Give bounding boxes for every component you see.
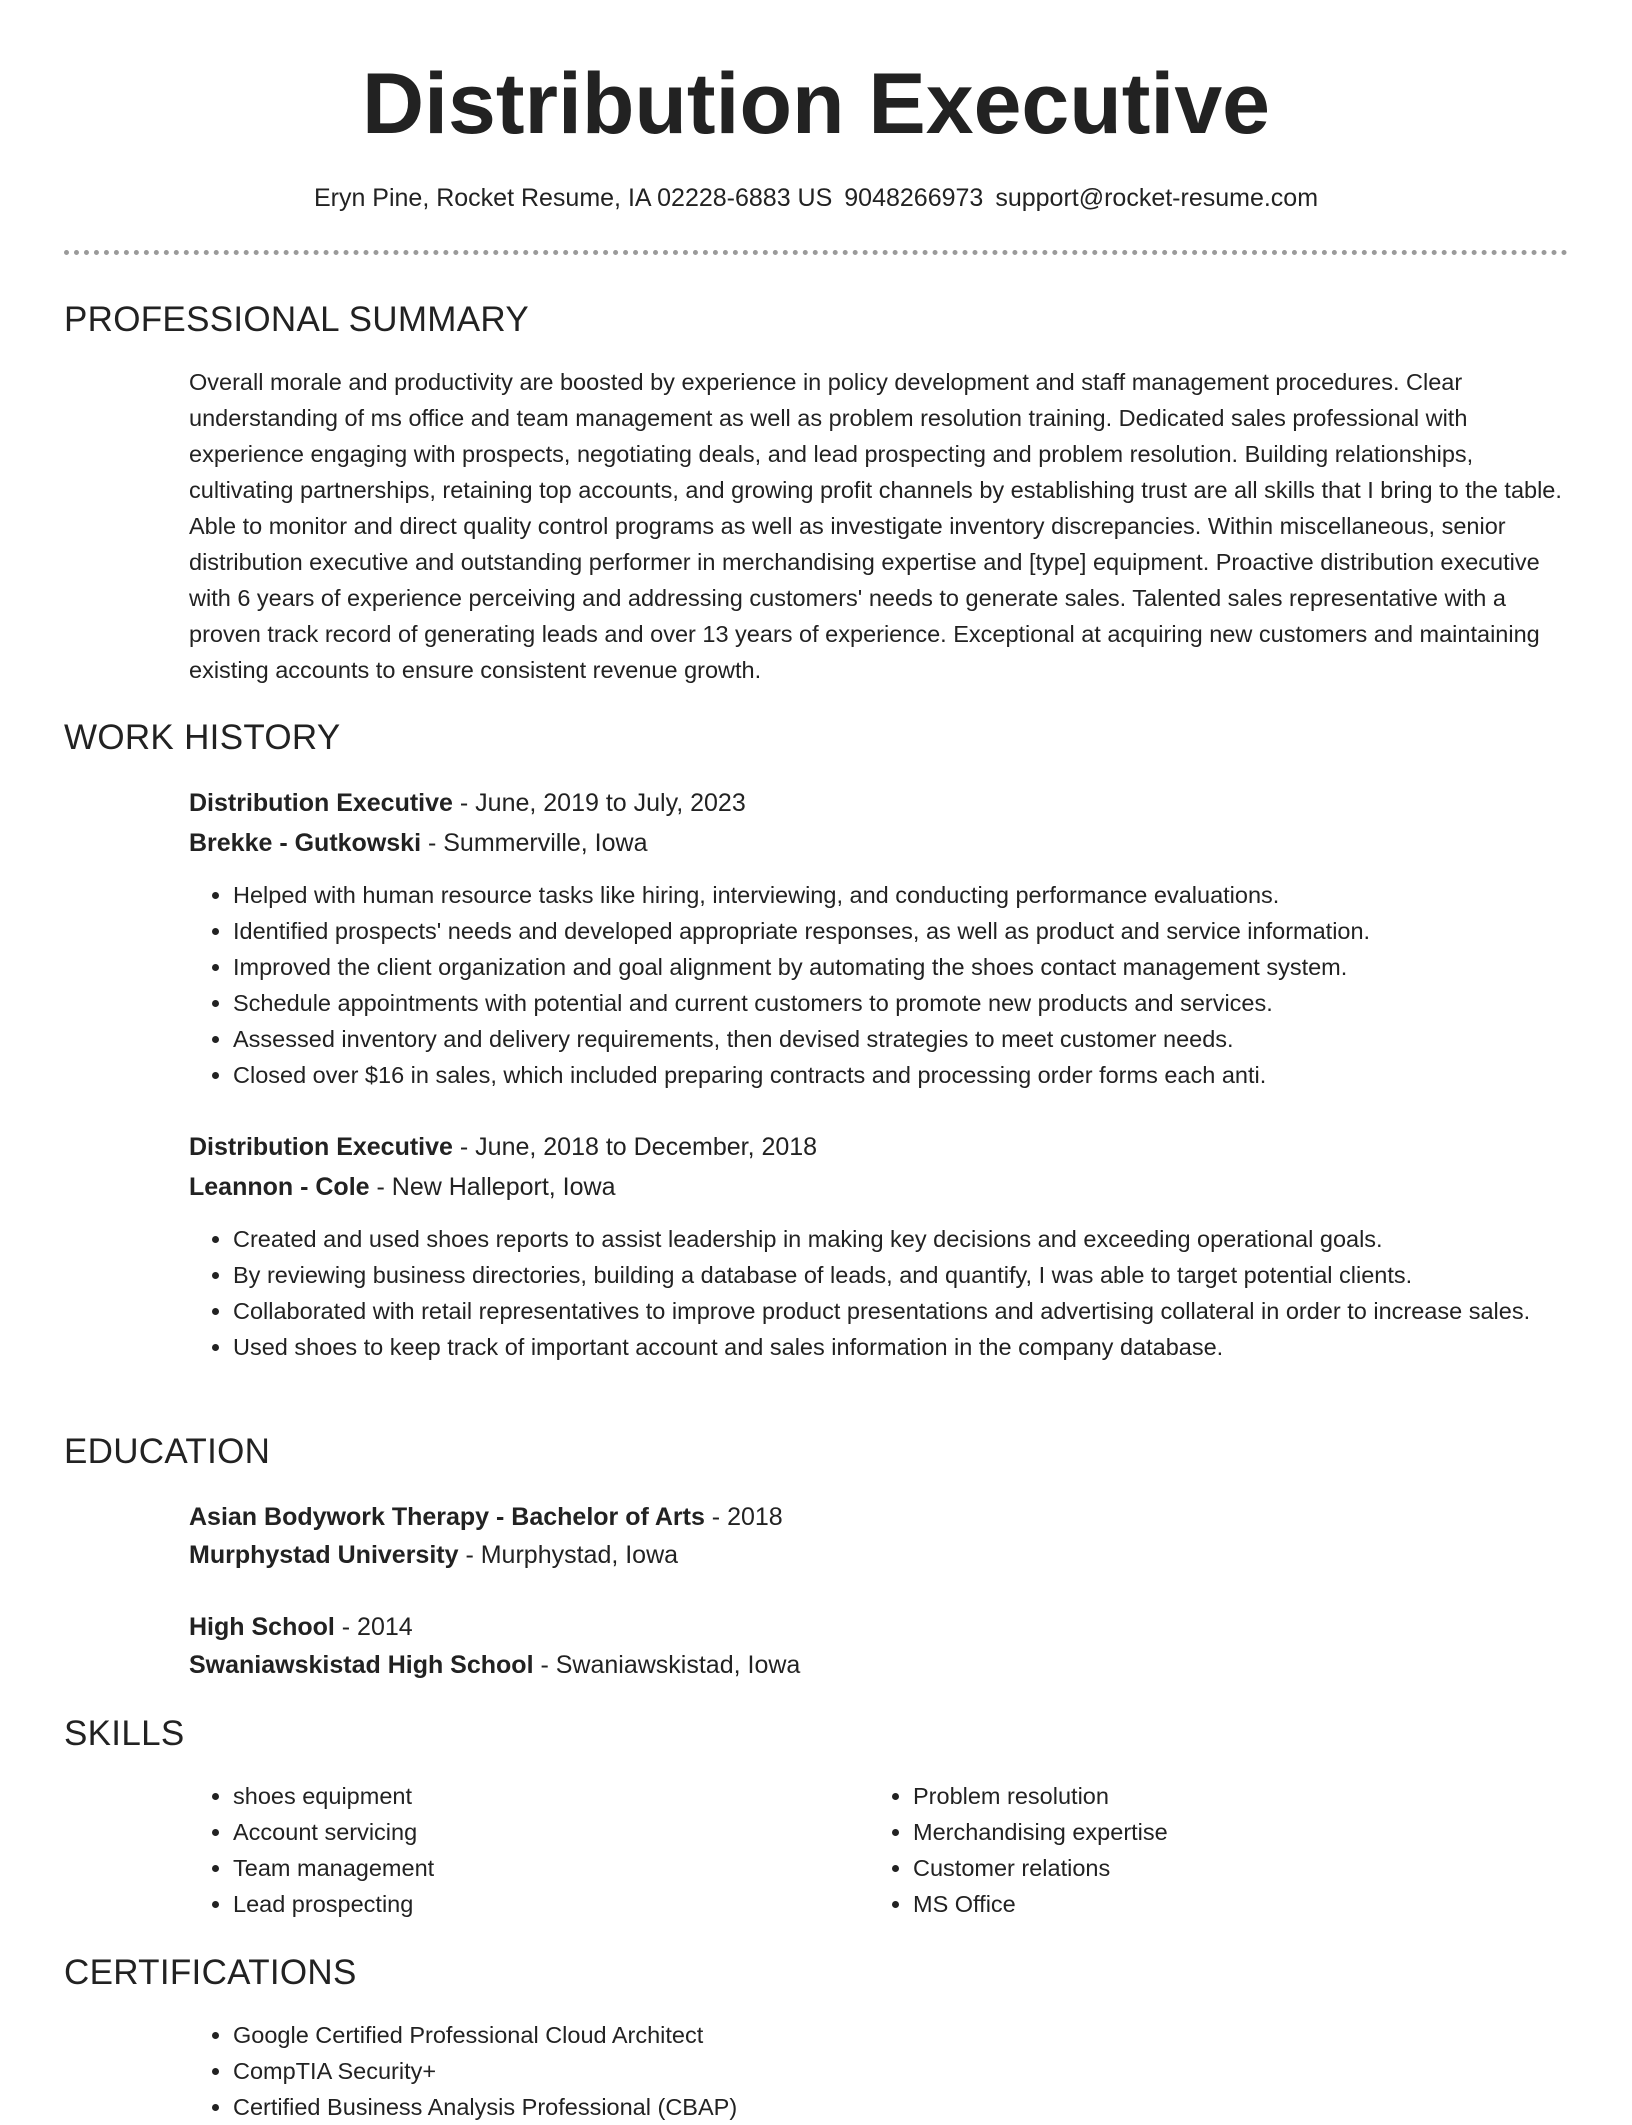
skills-list-right: [869, 1778, 1489, 1922]
education-2-degree-line: [189, 1607, 413, 1647]
job-1-title-line: [189, 783, 746, 823]
list-item: • Helped with human resource tasks like hiring, interviewing, and conducting performance evaluations.: [233, 877, 1569, 913]
resume-title: Distribution Executive: [362, 56, 1270, 152]
job-1-bullets: [189, 877, 1569, 1093]
job-1-dates: - June, 2019 to July, 2023: [452, 789, 746, 817]
education-1-location: - Murphystad, Iowa: [458, 1541, 679, 1569]
list-item: • Account servicing: [233, 1814, 809, 1850]
header-divider: [64, 250, 1568, 255]
education-2-location: - Swaniawskistad, Iowa: [533, 1651, 801, 1679]
summary-heading: PROFESSIONAL SUMMARY: [64, 300, 529, 339]
list-item: • By reviewing business directories, building a database of leads, and quantify, I was able to target potential clients.: [233, 1257, 1569, 1293]
list-item: • Assessed inventory and delivery requirements, then devised strategies to meet customer needs.: [233, 1021, 1569, 1057]
job-2-dates: - June, 2018 to December, 2018: [452, 1133, 818, 1161]
summary-text: Overall morale and productivity are boosted by experience in policy development and staff management procedures. Clear understanding of ms office and team management as well as problem resolution training. Dedicated sales professional with experience engaging with prospects, negotiating deals, and lead prospecting and problem resolution. Building relationships, cultivating partnerships, retaining top accounts, and growing profit channels by establishing trust are all skills that I bring to the table. Able to monitor and direct quality control programs as well as investigate inventory discrepancies. Within miscellaneous, senior distribution executive and outstanding performer in merchandising expertise and [type] equipment. Proactive distribution executive with 6 years of experience perceiving and addressing customers' needs to generate sales. Talented sales representative with a proven track record of generating leads and over 13 years of experience. Exceptional at acquiring new customers and maintaining existing accounts to ensure consistent revenue growth.: [189, 369, 1562, 683]
list-item: • Problem resolution: [913, 1778, 1489, 1814]
job-1-company-line: [189, 823, 647, 863]
education-1-degree-line: [189, 1497, 783, 1537]
job-2-location: - New Halleport, Iowa: [369, 1173, 616, 1201]
contact-line: [0, 178, 1632, 218]
skills-heading: SKILLS: [64, 1714, 185, 1753]
job-2-role: Distribution Executive: [189, 1133, 453, 1161]
job-1-company: Brekke - Gutkowski: [189, 829, 422, 857]
contact-email: support@rocket-resume.com: [995, 184, 1319, 212]
list-item: • Improved the client organization and goal alignment by automating the shoes contact management system.: [233, 949, 1569, 985]
list-item: • Customer relations: [913, 1850, 1489, 1886]
list-item: • CompTIA Security+: [233, 2053, 1569, 2089]
list-item: • Team management: [233, 1850, 809, 1886]
education-1-school: Murphystad University: [189, 1541, 459, 1569]
education-heading: EDUCATION: [64, 1432, 271, 1471]
contact-phone: 9048266973: [844, 184, 984, 212]
skills-list-left: [189, 1778, 809, 1922]
education-1-school-line: [189, 1535, 678, 1575]
list-item: • Schedule appointments with potential and current customers to promote new products and services.: [233, 985, 1569, 1021]
list-item: • Identified prospects' needs and developed appropriate responses, as well as product and service information.: [233, 913, 1569, 949]
list-item: • shoes equipment: [233, 1778, 809, 1814]
list-item: • Closed over $16 in sales, which included preparing contracts and processing order forms each anti.: [233, 1057, 1569, 1093]
education-1-year: - 2018: [704, 1503, 783, 1531]
certifications-heading: CERTIFICATIONS: [64, 1953, 357, 1992]
education-2-degree: High School: [189, 1613, 335, 1641]
education-2-year: - 2014: [334, 1613, 413, 1641]
contact-address: Eryn Pine, Rocket Resume, IA 02228-6883 US: [313, 184, 833, 212]
certifications-list: [189, 2017, 1569, 2125]
list-item: • Created and used shoes reports to assist leadership in making key decisions and exceeding operational goals.: [233, 1221, 1569, 1257]
job-2-company-line: [189, 1167, 616, 1207]
job-2-title-line: [189, 1127, 817, 1167]
list-item: • MS Office: [913, 1886, 1489, 1922]
list-item: • Google Certified Professional Cloud Architect: [233, 2017, 1569, 2053]
work-history-heading: WORK HISTORY: [64, 718, 341, 757]
list-item: • Certified Business Analysis Professional (CBAP): [233, 2089, 1569, 2125]
education-2-school: Swaniawskistad High School: [189, 1651, 534, 1679]
list-item: • Used shoes to keep track of important account and sales information in the company database.: [233, 1329, 1569, 1365]
list-item: • Lead prospecting: [233, 1886, 809, 1922]
list-item: • Merchandising expertise: [913, 1814, 1489, 1850]
job-2-company: Leannon - Cole: [189, 1173, 370, 1201]
education-2-school-line: [189, 1645, 800, 1685]
list-item: • Collaborated with retail representatives to improve product presentations and advertising collateral in order to increase sales.: [233, 1293, 1569, 1329]
education-1-degree: Asian Bodywork Therapy - Bachelor of Arts: [189, 1503, 705, 1531]
job-1-role: Distribution Executive: [189, 789, 453, 817]
job-1-location: - Summerville, Iowa: [421, 829, 648, 857]
job-2-bullets: [189, 1221, 1569, 1365]
